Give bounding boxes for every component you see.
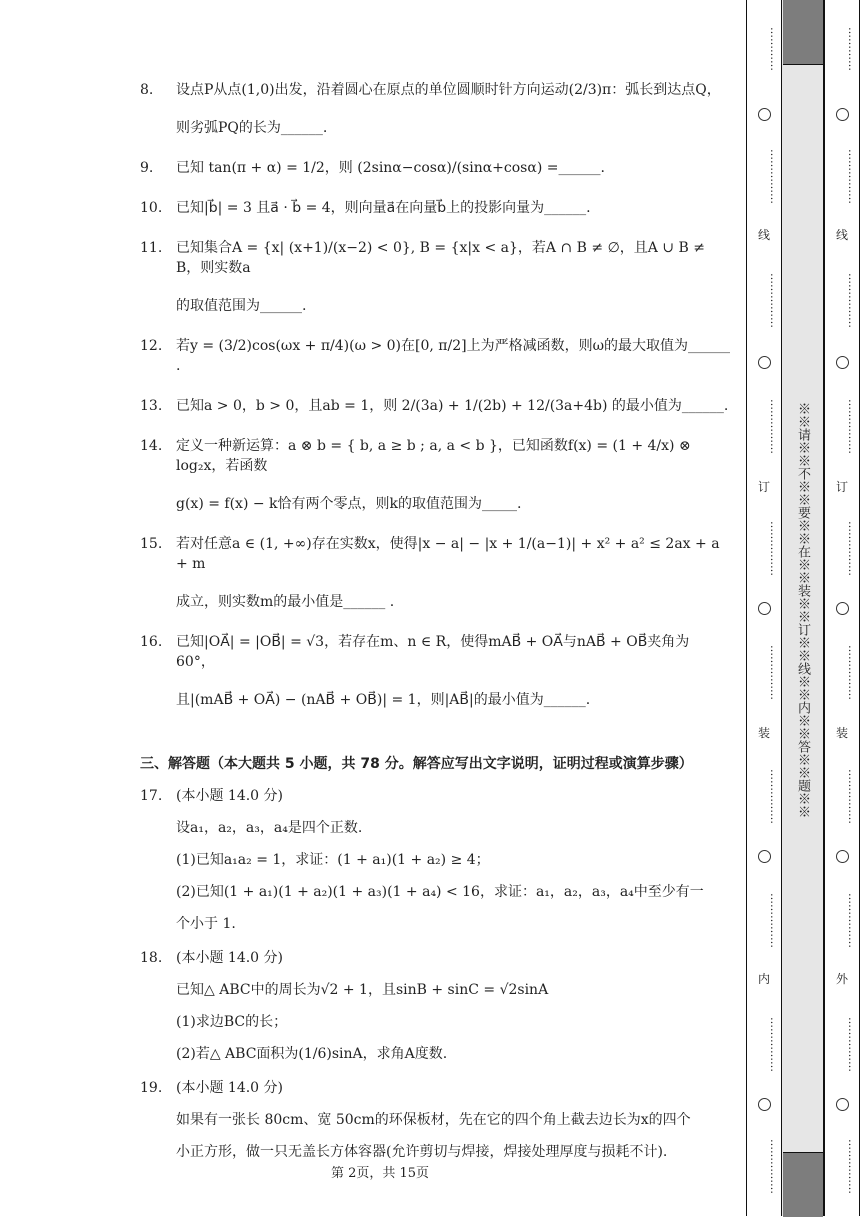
question-text: 若对任意a ∈ (1, +∞)存在实数x，使得|x − a| − |x + 1/(a−1)| + x² + a² ≤ 2ax + a + m [176, 536, 720, 572]
warning-text: ※※请※※不※※要※※在※※装※※订※※线※※内※※答※※题※※ [795, 402, 810, 818]
question-text-line2: 则劣弧PQ的长为______. [176, 120, 328, 136]
question-score: (本小题 14.0 分) [176, 788, 283, 804]
question-number: 17. [140, 788, 163, 804]
question-11 [140, 238, 730, 316]
question-score: (本小题 14.0 分) [176, 1080, 283, 1096]
question-text: 已知|OA⃗| = |OB⃗| = √3，若存在m、n ∈ R，使得mAB⃗ + OA⃗与nAB⃗ + OB⃗夹角为 60°， [176, 634, 690, 670]
question-number: 15. [140, 536, 163, 552]
dotted-line: …………… [846, 1138, 859, 1194]
page-footer: 第 2页，共 15页 [330, 1166, 430, 1181]
question-14 [140, 436, 730, 514]
binding-char: 线 [757, 228, 770, 242]
question-text: 定义一种新运算：a ⊗ b = { b, a ≥ b ; a, a < b }，已知函数f(x) = (1 + 4/x) ⊗ log₂x，若函数 [176, 438, 691, 474]
dotted-line: …………… [846, 148, 859, 204]
dotted-line: …………… [768, 768, 781, 824]
dotted-line: ………… [846, 27, 859, 71]
binding-hole-icon [836, 602, 849, 615]
dotted-line: …………… [846, 520, 859, 576]
dotted-line: …………… [768, 1016, 781, 1072]
binding-char: 装 [757, 726, 770, 740]
dotted-line: …………… [846, 644, 859, 700]
question-text: 已知集合A = {x| (x+1)/(x−2) < 0}, B = {x|x < a}，若A ∩ B ≠ ∅，且A ∪ B ≠ B，则实数a [176, 240, 705, 276]
question-text: 已知 tan(π + α) = 1/2，则 (2sinα−cosα)/(sinα+cosα) =______. [176, 160, 605, 176]
binding-hole-icon [836, 850, 849, 863]
dotted-line: …………… [768, 272, 781, 328]
gray-block-bottom [783, 1152, 823, 1217]
question-8 [140, 80, 730, 138]
dotted-line: …………… [768, 644, 781, 700]
question-number: 9. [140, 160, 154, 176]
question-17-line: 设a₁，a₂，a₃，a₄是四个正数. [176, 820, 363, 836]
binding-char: 订 [757, 480, 770, 494]
question-text: 已知a > 0，b > 0，且ab = 1，则 2/(3a) + 1/(2b) + 12/(3a+4b) 的最小值为______. [176, 398, 729, 414]
binding-hole-icon [758, 602, 771, 615]
question-text-line2: 成立，则实数m的最小值是______ . [176, 594, 395, 610]
binding-hole-icon [836, 1098, 849, 1111]
binding-hole-icon [758, 850, 771, 863]
question-number: 10. [140, 200, 163, 216]
dotted-line: …………… [768, 520, 781, 576]
dotted-line: …………… [846, 1016, 859, 1072]
binding-char: 装 [835, 726, 848, 740]
binding-char: 订 [835, 480, 848, 494]
dotted-line: ………… [768, 27, 781, 71]
dotted-line: …………… [846, 398, 859, 454]
binding-column-right [824, 0, 860, 1216]
question-number: 12. [140, 338, 163, 354]
binding-hole-icon [836, 108, 849, 121]
question-text-line2: 且|(mAB⃗ + OA⃗) − (nAB⃗ + OB⃗)| = 1，则|AB⃗|的最小值为______. [176, 692, 591, 708]
question-17-line: (1)已知a₁a₂ = 1，求证：(1 + a₁)(1 + a₂) ≥ 4； [176, 852, 490, 868]
binding-char: 内 [757, 972, 770, 986]
dotted-line: …………… [846, 272, 859, 328]
section-heading: 三、解答题（本大题共 5 小题，共 78 分。解答应写出文字说明，证明过程或演算步骤） [140, 756, 693, 772]
question-19 [140, 1078, 730, 1098]
question-text: 已知|b⃗| = 3 且a⃗ · b⃗ = 4，则向量a⃗在向量b⃗上的投影向量为______. [176, 200, 591, 216]
question-number: 16. [140, 634, 163, 650]
question-18 [140, 948, 730, 968]
question-18-line: 已知△ ABC中的周长为√2 + 1，且sinB + sinC = √2sinA [176, 982, 549, 998]
question-13 [140, 396, 730, 416]
binding-hole-icon [758, 356, 771, 369]
question-17-line: (2)已知(1 + a₁)(1 + a₂)(1 + a₃)(1 + a₄) < 16，求证：a₁，a₂，a₃，a₄中至少有一 [176, 884, 704, 900]
exam-content [140, 72, 730, 1162]
question-number: 13. [140, 398, 163, 414]
question-12 [140, 336, 730, 376]
question-score: (本小题 14.0 分) [176, 950, 283, 966]
dotted-line: …………… [768, 892, 781, 948]
question-9 [140, 158, 730, 178]
dotted-line: …………… [768, 1138, 781, 1194]
question-19-line: 小正方形，做一只无盖长方体容器(允许剪切与焊接，焊接处理厚度与损耗不计). [176, 1144, 668, 1160]
dotted-line: …………… [768, 148, 781, 204]
question-text-line2: 的取值范围为______. [176, 298, 307, 314]
question-number: 8. [140, 82, 154, 98]
dotted-line: …………… [846, 892, 859, 948]
question-10 [140, 198, 730, 218]
question-18-line: (1)求边BC的长； [176, 1014, 288, 1030]
binding-column-left [746, 0, 782, 1216]
binding-char: 外 [835, 972, 848, 986]
question-16 [140, 632, 730, 710]
question-text: 若y = (3/2)cos(ωx + π/4)(ω > 0)在[0, π/2]上为严格减函数，则ω的最大取值为______ . [176, 338, 730, 374]
warning-column [782, 0, 824, 1216]
question-19-line: 如果有一张长 80cm、宽 50cm的环保板材，先在它的四个角上截去边长为x的四个 [176, 1112, 691, 1128]
question-15 [140, 534, 730, 612]
question-number: 11. [140, 240, 163, 256]
question-number: 14. [140, 438, 163, 454]
question-18-line: (2)若△ ABC面积为(1/6)sinA，求角A度数. [176, 1046, 448, 1062]
dotted-line: …………… [846, 768, 859, 824]
question-text-line2: g(x) = f(x) − k恰有两个零点，则k的取值范围为_____. [176, 496, 522, 512]
gray-block-top [783, 0, 823, 65]
binding-hole-icon [758, 1098, 771, 1111]
binding-hole-icon [836, 356, 849, 369]
question-17 [140, 786, 730, 806]
dotted-line: …………… [768, 398, 781, 454]
binding-hole-icon [758, 108, 771, 121]
question-text: 设点P从点(1,0)出发，沿着圆心在原点的单位圆顺时针方向运动(2/3)π：弧长到达点Q， [176, 82, 721, 98]
question-number: 19. [140, 1080, 163, 1096]
question-17-line: 个小于 1. [176, 916, 236, 932]
question-number: 18. [140, 950, 163, 966]
binding-char: 线 [835, 228, 848, 242]
